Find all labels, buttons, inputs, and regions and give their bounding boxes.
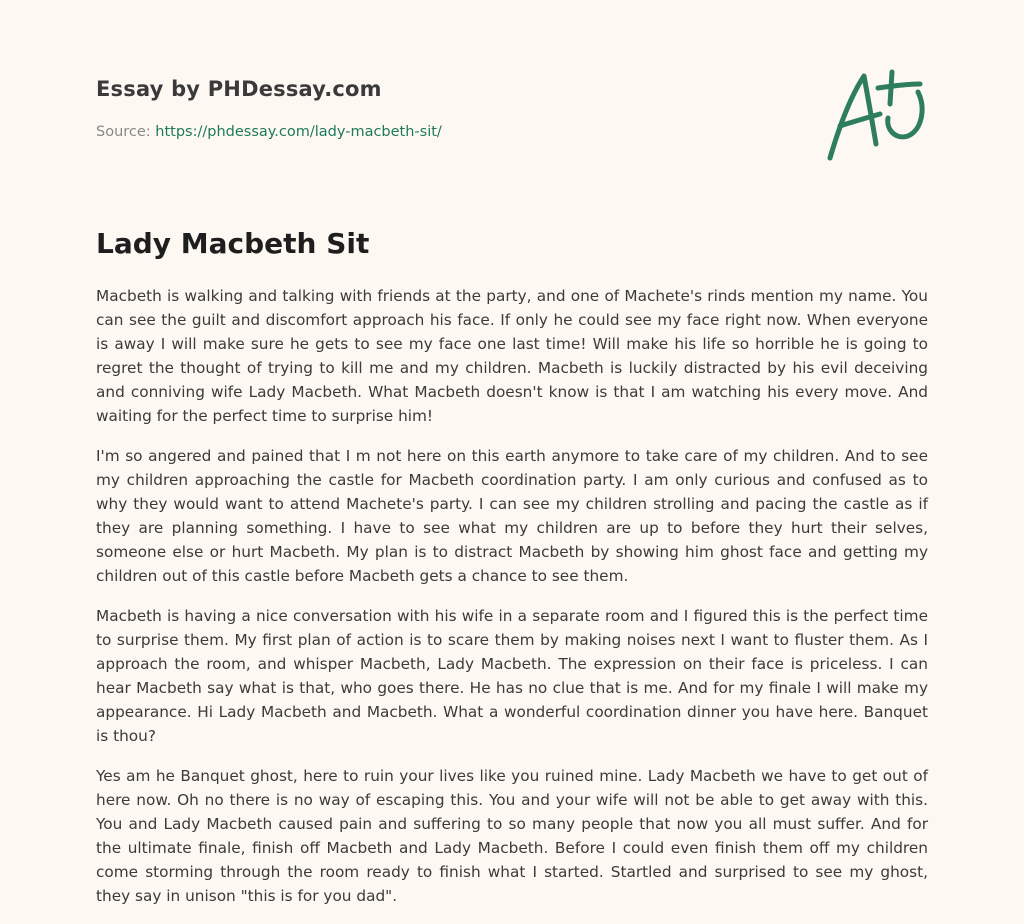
- essay-paragraph: Macbeth is having a nice conversation with his wife in a separate room and I figured this is the perfect time to surprise them. My first plan of action is to scare them by making noises next I want to fluster them. As I approach the room, and whisper Macbeth, Lady Macbeth. The expression on their face is priceless. I can hear Macbeth say what is that, who goes there. He has no clue that is me. And for my finale I will make my appearance. Hi Lady Macbeth and Macbeth. What a wonderful coordination dinner you have here. Banquet is thou?: [96, 607, 928, 745]
- essay-paragraph: Yes am he Banquet ghost, here to ruin your lives like you ruined mine. Lady Macbeth we have to get out of here now. Oh no there is no way of escaping this. You and your wife will not be able to get away with this. You and Lady Macbeth caused pain and suffering to so many people that now you all must suffer. And for the ultimate finale, finish off Macbeth and Lady Macbeth. Before I could even finish them off my children come storming through the room ready to finish what I started. Startled and surprised to see my ghost, they say in unison "this is for you dad".: [96, 767, 928, 905]
- essay-paragraph: I'm so angered and pained that I m not here on this earth anymore to take care of my children. And to see my children approaching the castle for Macbeth coordination party. I am only curious and confused as to why they would want to attend Machete's party. I can see my children strolling and pacing the castle as if they are planning something. I have to see what my children are up to before they hurt their selves, someone else or hurt Macbeth. My plan is to distract Macbeth by showing him ghost face and getting my children out of this castle before Macbeth gets a chance to see them.: [96, 447, 928, 585]
- source-link[interactable]: https://phdessay.com/lady-macbeth-sit/: [155, 124, 442, 140]
- site-header: [96, 74, 796, 142]
- source-label: Source:: [96, 124, 156, 140]
- source-line: [96, 122, 796, 142]
- essay-title: Lady Macbeth Sit: [96, 227, 370, 260]
- essay-body: [96, 284, 928, 924]
- essay-paragraph: Macbeth is walking and talking with friends at the party, and one of Machete's rinds mention my name. You can see the guilt and discomfort approach his face. If only he could see my face right now. When everyone is away I will make sure he gets to see my face one last time! Will make his life so horrible he is going to regret the thought of trying to kill me and my children. Macbeth is luckily distracted by his evil deceiving and conniving wife Lady Macbeth. What Macbeth doesn't know is that I am watching his every move. And waiting for the perfect time to surprise him!: [96, 287, 928, 425]
- a-plus-grade-icon: [822, 64, 932, 166]
- site-brand: Essay by PHDessay.com: [96, 77, 382, 101]
